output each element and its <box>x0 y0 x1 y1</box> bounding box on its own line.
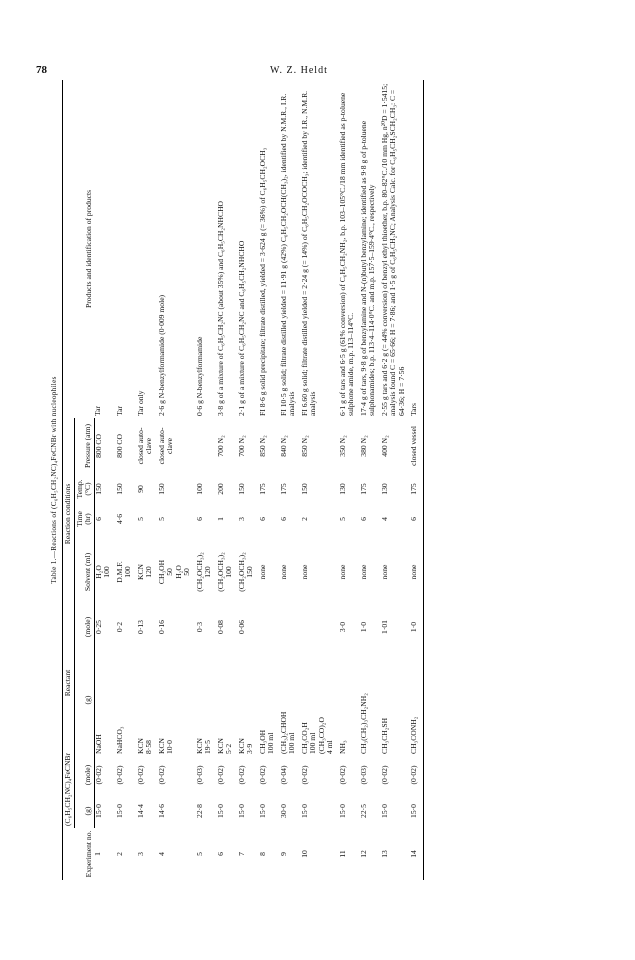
header-pressure: Pressure (atm) <box>74 418 94 474</box>
table-row <box>360 80 381 880</box>
cell-pressure: 850 N₂ <box>257 435 267 457</box>
cell-products: Tar <box>114 405 124 416</box>
cell-pressure: 700 N₂ <box>236 435 246 457</box>
cell-products: 3·8 g of a mixture of C₆H₅CH₂NC (about 35%) and C₆H₅CH₂NHCHO <box>215 200 225 416</box>
cell-solvent: CH₃OH 50 H₂O 50 <box>156 559 191 585</box>
cell-reactant: (CH₃)₂CHOH 100 ml <box>278 711 296 754</box>
cell-complex-mole: (0·02) <box>215 765 225 785</box>
cell-reactant-mole: 1·01 <box>379 620 389 634</box>
cell-reactant: CH₃CO₂H 100 ml (CH₃CO)₂O 4 ml <box>299 717 334 754</box>
table-body <box>94 80 423 880</box>
cell-time: 6 <box>278 517 288 521</box>
cell-complex-mole: (0·02) <box>236 765 246 785</box>
cell-experiment-no: 14 <box>410 828 423 880</box>
cell-experiment-no: 10 <box>299 850 309 858</box>
cell-experiment-no: 2 <box>114 852 124 856</box>
cell-pressure: 350 N₂ <box>337 435 347 457</box>
cell-complex-mole: (0·02) <box>299 765 309 785</box>
header-experiment: Experiment no. <box>63 828 95 880</box>
cell-temp: 150 <box>114 483 124 495</box>
page-number: 78 <box>36 64 47 76</box>
cell-pressure: 700 N₂ <box>215 435 225 457</box>
cell-complex-g: 14·6 <box>156 804 166 818</box>
cell-temp: 130 <box>337 483 347 495</box>
table-row <box>410 80 423 880</box>
header-products: Products and identification of products <box>63 80 95 418</box>
cell-reactant: CH₃CONH₂ <box>410 644 423 756</box>
cell-solvent: KCN 120 <box>135 563 153 581</box>
reactions-table <box>62 80 424 880</box>
cell-solvent: (CH₂OCH₃)₂ 150 <box>236 552 254 592</box>
cell-reactant: CH₃(CH₂)₃CH₂NH₂ <box>358 693 368 754</box>
header-complex-group: (C₆H₅CH₂NC)₄FeCNBr <box>63 752 72 826</box>
cell-time: 6 <box>410 504 423 534</box>
cell-products: Tars <box>410 80 423 418</box>
cell-pressure: 380 N₂ <box>358 435 368 457</box>
cell-complex-g: 14·4 <box>135 804 145 818</box>
cell-products: 2·1 g of a mixture of C₆H₅CH₂NC and C₆H₅CH₂NHCHO <box>236 240 246 416</box>
cell-pressure: closed auto- clave <box>135 427 153 465</box>
cell-complex-mole: (0·03) <box>194 765 204 785</box>
cell-reactant-mole: 0·06 <box>236 620 246 634</box>
cell-pressure <box>196 418 217 474</box>
header-mole: (mole) <box>74 756 94 794</box>
cell-reactant-mole: 0·08 <box>215 620 225 634</box>
cell-temp: 150 <box>299 483 309 495</box>
cell-temp: 175 <box>358 483 368 495</box>
cell-time: 4·6 <box>114 513 124 525</box>
cell-products: FI 6.60 g solid; filtrate distilled yielded = 2·24 g (= 14%) of C₆H₅CH₂OCOCH₃; identified by I.R., N.M.R. analysis <box>299 90 317 416</box>
cell-experiment-no: 8 <box>257 852 267 856</box>
cell-temp: 175 <box>278 483 288 495</box>
cell-temp: 200 <box>215 483 225 495</box>
cell-products: FI 8·6 g solid precipitate; filtrate distilled, yielded = 3·624 g (= 36%) of C₆H₅CH₂OCH₃ <box>257 147 267 416</box>
cell-time: 2 <box>299 517 309 521</box>
cell-pressure: 400 N₂ <box>379 435 389 457</box>
cell-reactant: KCN 3·9 <box>236 737 254 754</box>
cell-temp: 90 <box>135 485 145 493</box>
table-row <box>259 80 280 880</box>
cell-time: 5 <box>337 517 347 521</box>
header-reactant-mole: (mole) <box>74 610 94 644</box>
table-row <box>217 80 238 880</box>
cell-complex-mole: (0·02) <box>93 765 103 785</box>
cell-complex-g: 15·0 <box>93 804 103 818</box>
cell-experiment-no: 12 <box>358 850 368 858</box>
header-reactant-g: (g) <box>74 644 94 756</box>
cell-time: 5 <box>156 517 166 521</box>
table-row <box>339 80 360 880</box>
cell-complex-g: 15·0 <box>114 804 124 818</box>
cell-complex-g: 30·0 <box>278 804 288 818</box>
cell-products: 2·55 g tars and 6·2 g (= 44% conversion) of benzyl ethyl thioether, b.p. 80–82°C./10 mm Hg, n²⁰D = 1·5415; analysis found C = 65·66; H = 7·86; and 1·5 g of C₆H₅CH₂NC; Analysis Calc. for C₆H₅CH₂SCH₂CH₃: C = 64·36; H = 7·56 <box>379 83 406 416</box>
cell-temp: 150 <box>93 483 103 495</box>
cell-reactant: NH₃ <box>337 740 347 754</box>
cell-complex-g: 22·8 <box>194 804 204 818</box>
cell-reactant: KCN 5·2 <box>215 737 233 754</box>
cell-temp: 100 <box>194 483 204 495</box>
cell-complex-g: 15·0 <box>410 794 423 828</box>
cell-complex-g: 15·0 <box>337 804 347 818</box>
cell-complex-g: 15·0 <box>215 804 225 818</box>
cell-complex-mole: (0·03) <box>358 765 368 785</box>
table-row <box>158 80 196 880</box>
cell-reactant: KCN 19·5 <box>194 737 212 754</box>
cell-solvent: D.M.F. 100 <box>114 561 132 583</box>
cell-solvent: H₂O 100 <box>93 565 111 579</box>
cell-solvent: none <box>278 564 288 580</box>
header-reactant-group: Reactant <box>63 610 75 756</box>
cell-solvent: none <box>299 564 309 580</box>
table-row <box>301 80 339 880</box>
cell-solvent: none <box>257 564 267 580</box>
cell-complex-mole: (0·02) <box>337 765 347 785</box>
cell-complex-mole: (0·02) <box>410 756 423 794</box>
cell-temp: 130 <box>379 483 389 495</box>
cell-complex-g: 15·0 <box>257 804 267 818</box>
cell-complex-mole: (0·04) <box>278 765 288 785</box>
cell-time: 6 <box>194 517 204 521</box>
table-row <box>238 80 259 880</box>
cell-pressure: 800 CO <box>93 434 103 458</box>
table-row <box>116 80 137 880</box>
cell-reactant-mole: 0·16 <box>156 620 166 634</box>
cell-complex-mole: (0·02) <box>257 765 267 785</box>
cell-reactant-mole: 0·3 <box>194 621 204 633</box>
cell-reactant: NaHCO₃ <box>114 726 124 754</box>
cell-temp: 150 <box>156 483 166 495</box>
cell-reactant-mole: 0·2 <box>114 621 124 633</box>
cell-time: 6 <box>358 517 368 521</box>
cell-temp: 175 <box>257 483 267 495</box>
cell-time: 3 <box>236 517 246 521</box>
cell-experiment-no: 1 <box>93 852 102 856</box>
cell-experiment-no: 4 <box>156 852 166 856</box>
cell-complex-mole: (0·02) <box>114 765 124 785</box>
cell-reactant: NaOH <box>93 734 103 754</box>
cell-experiment-no: 7 <box>236 852 246 856</box>
table-row <box>94 80 116 880</box>
table-caption: Table 1.—Reactions of (C₆H₅CH₂NC)₄FeCNBr with nucleophiles <box>50 376 58 584</box>
cell-reactant-mole: 3·0 <box>337 621 347 633</box>
cell-reactant-mole: 0·13 <box>135 620 145 634</box>
cell-pressure: 850 N₂ <box>299 435 309 457</box>
cell-solvent: none <box>337 564 347 580</box>
table-row <box>137 80 158 880</box>
cell-pressure: 840 N₂ <box>278 435 288 457</box>
cell-time: 6 <box>93 517 103 521</box>
table-row <box>196 80 217 880</box>
cell-time: 6 <box>257 517 267 521</box>
cell-products: 6·1 g of tars and 6·5 g (61% conversion) of C₆H₅CH₂NH₂, b.p. 103–105°C./18 mm identified as p-toluene sulphone amide, m.p. 113–114°C. <box>337 92 355 416</box>
cell-pressure: closed auto- clave <box>156 427 174 465</box>
cell-pressure: 800 CO <box>114 434 124 458</box>
cell-complex-mole: (0·02) <box>135 765 145 785</box>
cell-solvent: none <box>358 564 368 580</box>
cell-products: Tar only <box>135 390 145 416</box>
cell-time: 1 <box>215 517 225 521</box>
cell-solvent: (CH₂OCH₃)₂ 100 <box>215 552 233 592</box>
cell-solvent: none <box>410 534 423 610</box>
cell-complex-mole: (0·02) <box>379 765 389 785</box>
cell-products: FI 10·5 g solid; filtrate distilled yielded = 11·91 g (42%) C₆H₅CH₂OCH(CH₃)₂, identified by N.M.R., I.R. analysis <box>278 93 296 416</box>
cell-time: 5 <box>135 517 145 521</box>
cell-experiment-no: 9 <box>278 852 288 856</box>
header-temp: Temp. (°C) <box>74 474 94 504</box>
header-time: Time (hr) <box>74 504 94 534</box>
cell-experiment-no: 3 <box>135 852 145 856</box>
table-row <box>280 80 301 880</box>
cell-reactant-mole <box>301 610 339 644</box>
cell-reactant: KCN 8·58 <box>135 737 153 754</box>
cell-reactant-mole <box>259 610 280 644</box>
cell-experiment-no: 11 <box>337 850 347 858</box>
cell-pressure: closed vessel <box>410 418 423 474</box>
cell-reactant: CH₃OH 100 ml <box>257 729 275 754</box>
rotated-table-block <box>50 80 582 880</box>
cell-solvent: (CH₂OCH₃)₂ 120 <box>194 552 212 592</box>
cell-experiment-no: 13 <box>379 850 389 858</box>
cell-products: 17·4 g of tars, 9·8 g of benzylamine and N-(n)butyl benzylamine; identified as 9·8 g of p-toluene sulphonamides; b.p. 113·4–114·0°C. and m.p. 157·5–159·4°C., respectively <box>358 120 376 416</box>
cell-complex-g: 22·5 <box>358 804 368 818</box>
cell-complex-mole: (0·02) <box>156 765 166 785</box>
cell-time: 4 <box>379 517 389 521</box>
cell-complex-g: 15·0 <box>236 804 246 818</box>
cell-reactant-mole: 1·0 <box>410 610 423 644</box>
cell-complex-g: 15·0 <box>299 804 309 818</box>
cell-experiment-no: 6 <box>215 852 225 856</box>
cell-reactant: KCN 10·0 <box>156 737 174 754</box>
cell-reactant-mole: 0·25 <box>93 620 103 634</box>
header-solvent: Solvent (ml) <box>74 534 94 610</box>
cell-products: Tar <box>93 405 102 416</box>
cell-reactant-mole <box>280 610 301 644</box>
cell-products: 2·6 g N-benzylformamide (0·009 mole) <box>156 294 166 416</box>
cell-temp: 175 <box>410 474 423 504</box>
cell-solvent: none <box>379 564 389 580</box>
header-g: (g) <box>74 794 94 828</box>
cell-products: 0·6 g N-benzylformamide <box>194 336 204 416</box>
cell-experiment-no: 5 <box>194 852 204 856</box>
running-header-author: W. Z. Heldt <box>270 65 328 76</box>
cell-reactant-mole: 1·0 <box>358 621 368 633</box>
cell-complex-g: 15·0 <box>379 804 389 818</box>
table-row <box>381 80 411 880</box>
cell-temp: 150 <box>236 483 246 495</box>
header-conditions-group: Reaction conditions <box>63 418 75 610</box>
cell-reactant: CH₃CH₂SH <box>379 717 389 754</box>
